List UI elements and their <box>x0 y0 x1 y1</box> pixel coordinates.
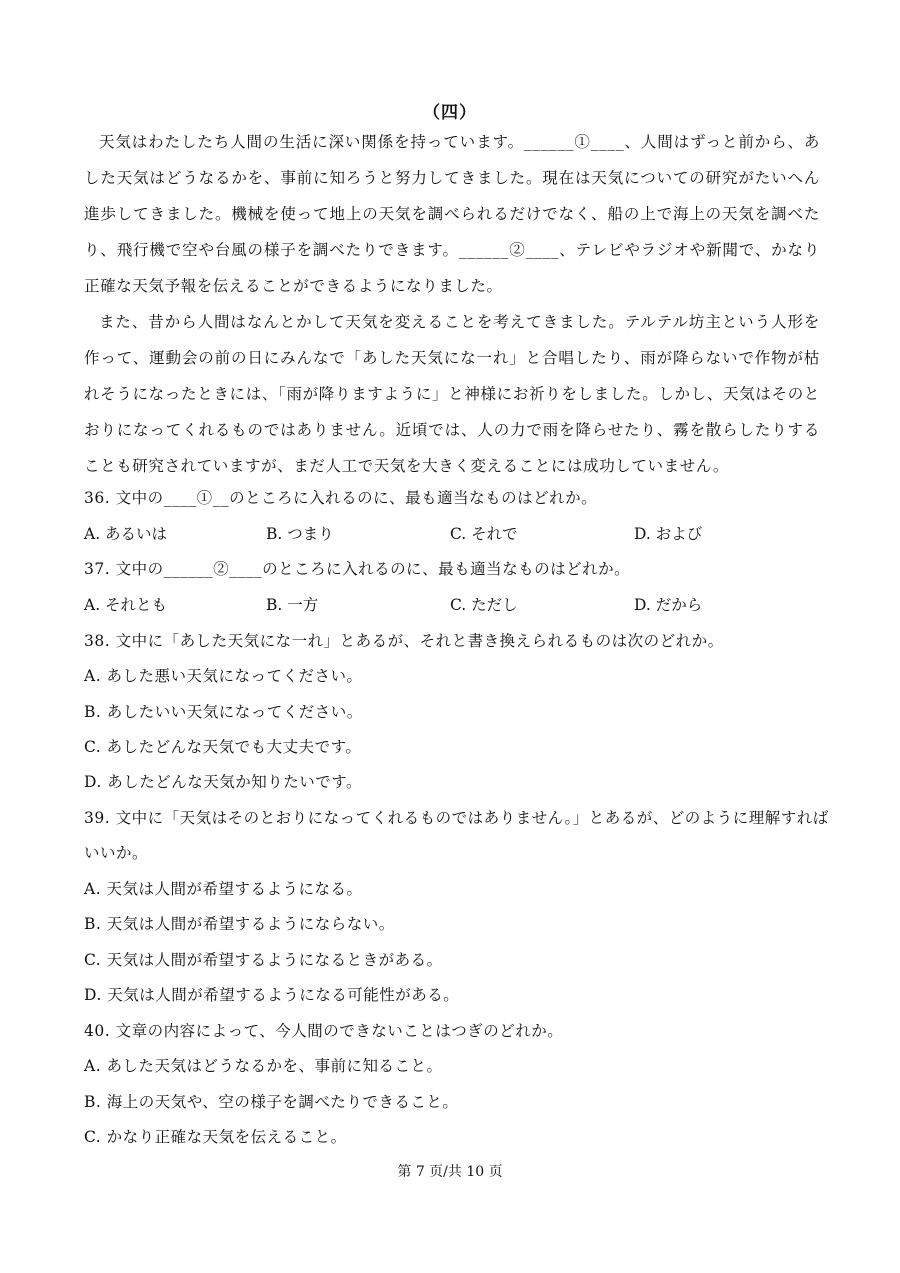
q37-option-b[interactable]: B. 一方 <box>266 596 319 614</box>
q38-option-a[interactable]: A. あした悪い天気になってください。 <box>84 667 363 685</box>
passage-paragraph-1: 天気はわたしたち人間の生活に深い関係を持っています。______①____、人間はずっと前から、あした天気はどうなるかを、事前に知ろうと努力してきました。現在は天気についての研究がたいへん進歩してきました。機械を使って地上の天気を調べられるだけでなく、船の上で海上の天気を調べたり、飛行機で空や台風の様子を調べたりできます。______②____、テレビやラジオや新聞で、かなり正確な天気予報を伝えることができるようになりました。 <box>84 133 820 295</box>
question-37-options <box>84 593 824 615</box>
q38-option-b[interactable]: B. あしたいい天気になってください。 <box>84 703 363 721</box>
question-40-stem: 40. 文章の内容によって、今人間のできないことはつぎのどれか。 <box>84 1022 564 1040</box>
q39-option-a[interactable]: A. 天気は人間が希望するようになる。 <box>84 880 363 898</box>
q36-option-b[interactable]: B. つまり <box>266 525 334 543</box>
section-title: （四） <box>423 103 477 123</box>
page-footer: 第 7 页/共 10 页 <box>397 1164 503 1180</box>
q38-option-d[interactable]: D. あしたどんな天気か知りたいです。 <box>84 773 362 791</box>
q36-option-a[interactable]: A. あるいは <box>84 525 168 543</box>
question-38-stem: 38. 文中に「あした天気にな一れ」とあるが、それと書き換えられるものは次のどれか。 <box>84 632 724 650</box>
q39-option-c[interactable]: C. 天気は人間が希望するようになるときがある。 <box>84 951 443 969</box>
q37-option-c[interactable]: C. ただし <box>450 596 518 614</box>
question-36-stem: 36. 文中の____①__のところに入れるのに、最も適当なものはどれか。 <box>84 489 598 507</box>
question-39-stem-line-2: いいか。 <box>84 844 149 862</box>
q39-option-b[interactable]: B. 天気は人間が希望するようにならない。 <box>84 915 395 933</box>
q40-option-c[interactable]: C. かなり正確な天気を伝えること。 <box>84 1128 347 1146</box>
q36-option-c[interactable]: C. それで <box>450 525 518 543</box>
q39-option-d[interactable]: D. 天気は人間が希望するようになる可能性がある。 <box>84 986 460 1004</box>
question-37-stem: 37. 文中の______②____のところに入れるのに、最も適当なものはどれか。 <box>84 560 631 578</box>
question-36-options <box>84 522 824 544</box>
passage-paragraph-2: また、昔から人間はなんとかして天気を変えることを考えてきました。テルテル坊主という人形を作って、運動会の前の日にみんなで「あした天気にな一れ」と合唱したり、雨が降らないで作物が枯れそうになったときには、「雨が降りますように」と神様にお祈りをしました。しかし、天気はそのとおりになってくれるものではありません。近頃では、人の力で雨を降らせたり、霧を散らしたりすることも研究されていますが、まだ人工で天気を大きく変えることには成功していません。 <box>84 313 820 475</box>
q40-option-a[interactable]: A. あした天気はどうなるかを、事前に知ること。 <box>84 1057 443 1075</box>
q36-option-d[interactable]: D. および <box>634 525 703 543</box>
q37-option-d[interactable]: D. だから <box>634 596 703 614</box>
question-39-stem-line-1: 39. 文中に「天気はそのとおりになってくれるものではありません。」とあるが、どのように理解すれば <box>84 809 829 827</box>
q37-option-a[interactable]: A. それとも <box>84 596 168 614</box>
q38-option-c[interactable]: C. あしたどんな天気でも大丈夫です。 <box>84 738 362 756</box>
q40-option-b[interactable]: B. 海上の天気や、空の様子を調べたりできること。 <box>84 1093 459 1111</box>
